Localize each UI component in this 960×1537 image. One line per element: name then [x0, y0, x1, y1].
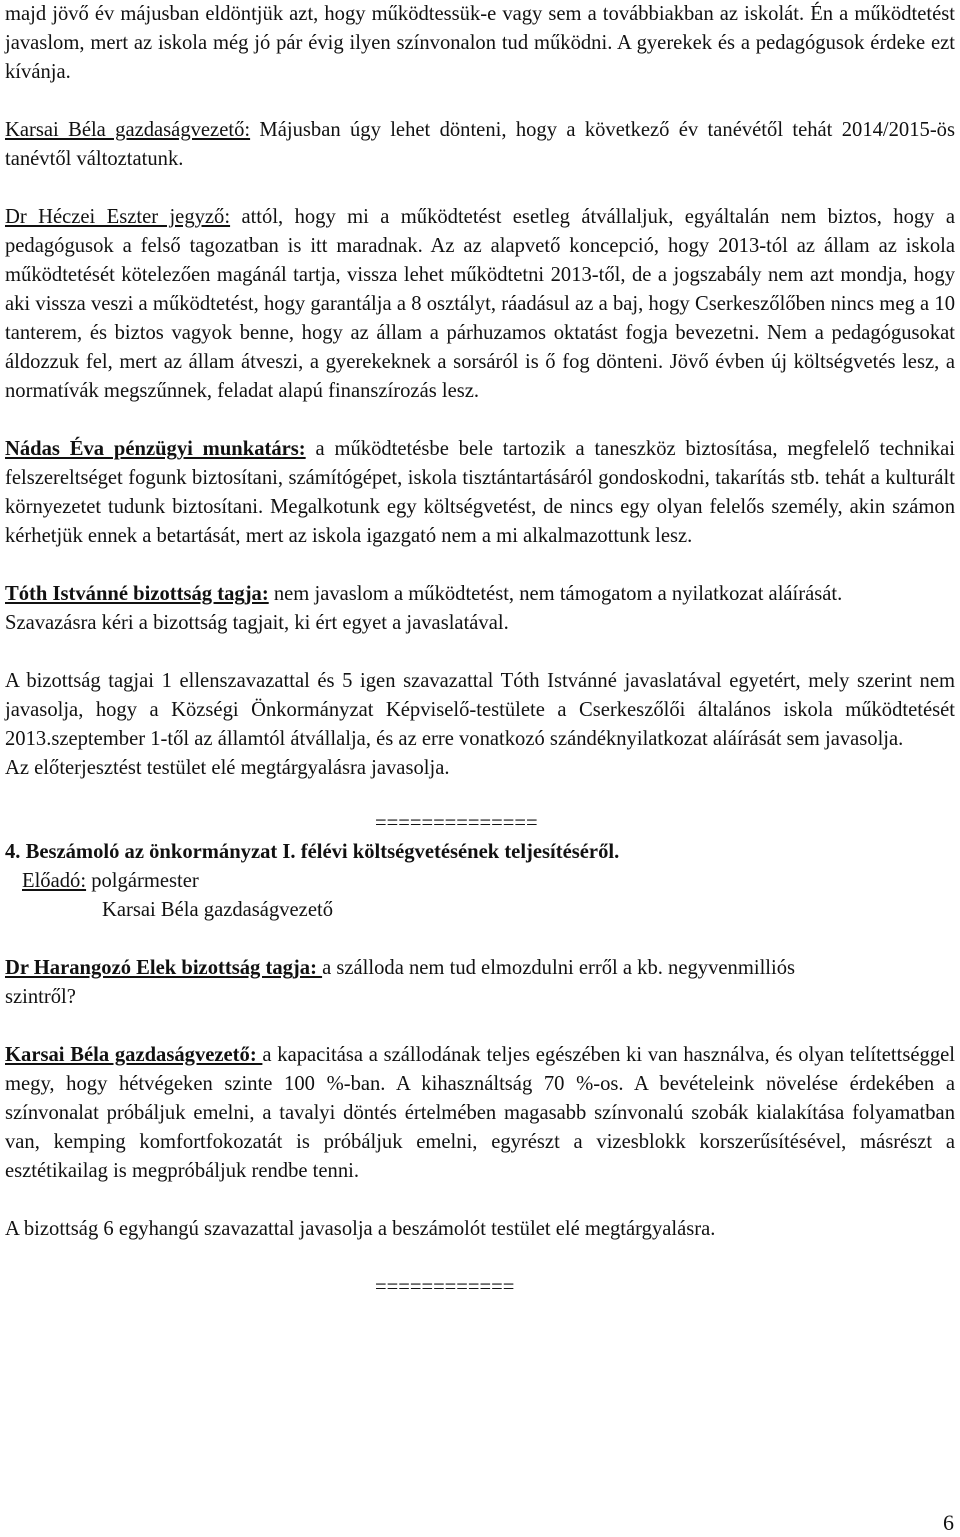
- karsai-text-2: a kapacitása a szállodának teljes egészében ki van használva, és olyan telítettséggel megy, hogy hétvégeken szinte 100 %-ban. A kihasználtság 70 %-os. A bevételeink növelése érdekében a színvonalat próbáljuk emelni, a tavalyi döntés értelmében magasabb színvonalú szobák kialakítása folyamatban van, kemping komfortfokozatát is próbáljuk emelni, egyrészt a vizesblokk korszerűsítésével, másrészt a esztétikailag is megpróbáljuk rendbe tenni.: [5, 1044, 955, 1182]
- page-number: 6: [943, 1510, 954, 1535]
- karsai-statement-2: [5, 1041, 955, 1186]
- heczei-text: attól, hogy mi a működtetést esetleg átvállaljuk, egyáltalán nem biztos, hogy a pedagógusok a felső tagozatban is itt maradnak. Az az alapvető koncepció, hogy 2013-tól az állam az iskola működtetését kötelezően magánál tartja, vissza lehet működtetni 2013-től, de a jogszabály nem azt mondja, hogy aki vissza veszi a működtetést, hogy garantálja a 8 osztályt, ráadásul az a baj, hogy Cserkeszőlőben nincs meg a 10 tanterem, és biztos vagyok benne, hogy az állam a párhuzamos oktatást fogja bevezetni. Nem a pedagógusokat áldozzuk fel, mert az állam átveszi, a gyerekeknek a sorsáról is ő fog dönteni. Jövő évben új költségvetés lesz, a normatívák megszűnnek, feladat alapú finanszírozás lesz.: [5, 206, 955, 402]
- karsai-text-1: Májusban úgy lehet dönteni, hogy a következő év tanévétől tehát 2014/2015-ös tanévtől változtatunk.: [5, 119, 955, 170]
- separator-2: ============: [375, 1276, 515, 1298]
- presenter-name: polgármester: [86, 870, 199, 892]
- karsai-statement-1: [5, 116, 955, 174]
- nadas-statement: [5, 435, 955, 551]
- resolution-2: A bizottság 6 egyhangú szavazattal javasolja a beszámolót testület elé megtárgyalásra.: [5, 1218, 716, 1240]
- speaker-karsai-1: Karsai Béla gazdaságvezető:: [5, 119, 251, 141]
- separator-1: ==============: [375, 812, 538, 834]
- speaker-karsai-2: Karsai Béla gazdaságvezető:: [5, 1044, 263, 1066]
- speaker-heczei: Dr Héczei Eszter jegyző:: [5, 206, 231, 228]
- presenter-line: [5, 867, 955, 896]
- document-page: [5, 0, 955, 1302]
- intro-paragraph: majd jövő év májusban eldöntjük azt, hogy működtessük-e vagy sem a továbbiakban az iskolát. Én a működtetést javaslom, mert az iskola még jó pár évig ilyen színvonalon tud működni. A gyerekek és a pedagógusok érdeke ezt kívánja.: [5, 3, 955, 83]
- proposal-recommendation: Az előterjesztést testület elé megtárgyalásra javasolja.: [5, 757, 450, 779]
- toth-text: nem javaslom a működtetést, nem támogatom a nyilatkozat aláírását.: [268, 583, 843, 605]
- presenter-second: Karsai Béla gazdaságvezető: [102, 899, 333, 921]
- speaker-toth: Tóth Istvánné bizottság tagja:: [5, 583, 269, 605]
- presenter-label: Előadó:: [22, 870, 87, 892]
- section-4-title: Beszámoló az önkormányzat I. félévi költségvetésének teljesítéséről.: [20, 841, 620, 863]
- resolution-1: A bizottság tagjai 1 ellenszavazattal és 5 igen szavazattal Tóth Istvánné javaslatával egyetért, mely szerint nem javasolja, hogy a Községi Önkormányzat Képviselő-testülete a Cserkeszőlői általános iskola működtetését 2013.szeptember 1-től az államtól átvállalja, és az erre vonatkozó szándéknyilatkozat aláírását sem javasolja.: [5, 670, 955, 750]
- toth-statement: [5, 580, 955, 609]
- nadas-text: a működtetésbe bele tartozik a taneszköz biztosítása, megfelelő technikai felszereltséget fogunk biztosítani, számítógépet, iskola tisztántartásáról gondoskodni, takarítás stb. tehát a kulturált környezetet tudunk biztosítani. Megalkotunk egy költségvetést, de nincs egy olyan felelős személy, akin számon kérhetjük ennek a betartását, mert az iskola igazgató nem a mi alkalmazottunk lesz.: [5, 438, 955, 547]
- speaker-harangozo: Dr Harangozó Elek bizottság tagja:: [5, 957, 323, 979]
- harangozo-statement: [5, 954, 955, 1012]
- speaker-nadas: Nádas Éva pénzügyi munkatárs:: [5, 438, 306, 460]
- harangozo-text: a szálloda nem tud elmozdulni erről a kb. negyvenmilliós szintről?: [5, 957, 796, 1008]
- heczei-statement: [5, 203, 955, 406]
- vote-request: Szavazásra kéri a bizottság tagjait, ki ért egyet a javaslatával.: [5, 612, 509, 634]
- section-4-heading: [5, 838, 955, 867]
- section-4-number: 4.: [5, 841, 21, 863]
